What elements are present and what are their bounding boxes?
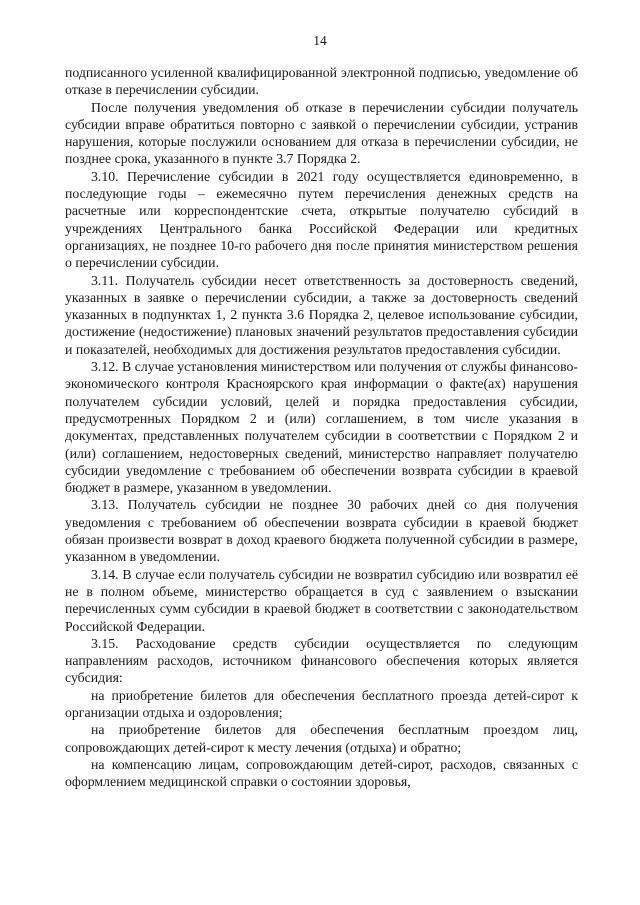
paragraph-3-12: 3.12. В случае установления министерством или получения от службы финансово-экономического контроля Красноярского края информации о факте(ах) нарушения получателем субсидии условий, целей и порядка предоставления субсидии, предусмотренных Порядком 2 и (или) соглашением, в том числе указания в документах, представленных получателем субсидии в соответствии с Порядком 2 и (или) соглашением, недостоверных сведений, министерство направляет получателю субсидии уведомление с требованием об обеспечении возврата субсидии в краевой бюджет в размере, указанном в уведомлении. <box>65 359 578 496</box>
paragraph-3-14: 3.14. В случае если получатель субсидии не возвратил субсидию или возвратил её не в полном объеме, министерство обращается в суд с заявлением о взыскании перечисленных сумм субсидии в краевой бюджет в соответствии с законодательством Российской Федерации. <box>65 566 578 634</box>
list-item-tickets-children: на приобретение билетов для обеспечения бесплатного проезда детей-сирот к организации отдыха и оздоровления; <box>65 687 578 720</box>
paragraph-refusal-resubmission: После получения уведомления об отказе в перечислении субсидии получатель субсидии вправе обратиться повторно с заявкой о перечислении субсидии, устранив нарушения, которые послужили основанием для отказа в перечислении субсидии, не позднее срока, указанного в пункте 3.7 Порядка 2. <box>65 99 578 167</box>
document-body <box>65 64 578 790</box>
paragraph-3-13: 3.13. Получатель субсидии не позднее 30 рабочих дней со дня получения уведомления с требованием об обеспечении возврата субсидии в краевой бюджет обязан произвести возврат в доход краевого бюджета полученной субсидии в размере, указанном в уведомлении. <box>65 497 578 565</box>
list-item-compensation: на компенсацию лицам, сопровождающим детей-сирот, расходов, связанных с оформлением медицинской справки о состоянии здоровья, <box>65 756 578 790</box>
page-number: 14 <box>313 33 327 48</box>
paragraph-continuation: подписанного усиленной квалифицированной электронной подписью, уведомление об отказе в перечислении субсидии. <box>65 65 578 98</box>
paragraph-3-10: 3.10. Перечисление субсидии в 2021 году осуществляется единовременно, в последующие годы – ежемесячно путем перечисления денежных средств на расчетные или корреспондентские счета, открытые получателю субсидий в учреждениях Центрального банка Российской Федерации или кредитных организациях, не позднее 10-го рабочего дня после принятия министерством решения о перечислении субсидии. <box>65 168 578 271</box>
list-item-tickets-escorts: на приобретение билетов для обеспечения бесплатным проездом лиц, сопровождающих детей-сирот к месту лечения (отдыха) и обратно; <box>65 722 578 755</box>
paragraph-3-11: 3.11. Получатель субсидии несет ответственность за достоверность сведений, указанных в заявке о перечислении субсидии, а также за достоверность сведений указанных в подпунктах 1, 2 пункта 3.6 Порядка 2, целевое использование субсидии, достижение (недостижение) плановых значений результатов предоставления субсидии и показателей, необходимых для достижения результатов предоставления субсидии. <box>65 272 578 357</box>
paragraph-3-15: 3.15. Расходование средств субсидии осуществляется по следующим направлениям расходов, источником финансового обеспечения которых является субсидия: <box>65 635 578 686</box>
